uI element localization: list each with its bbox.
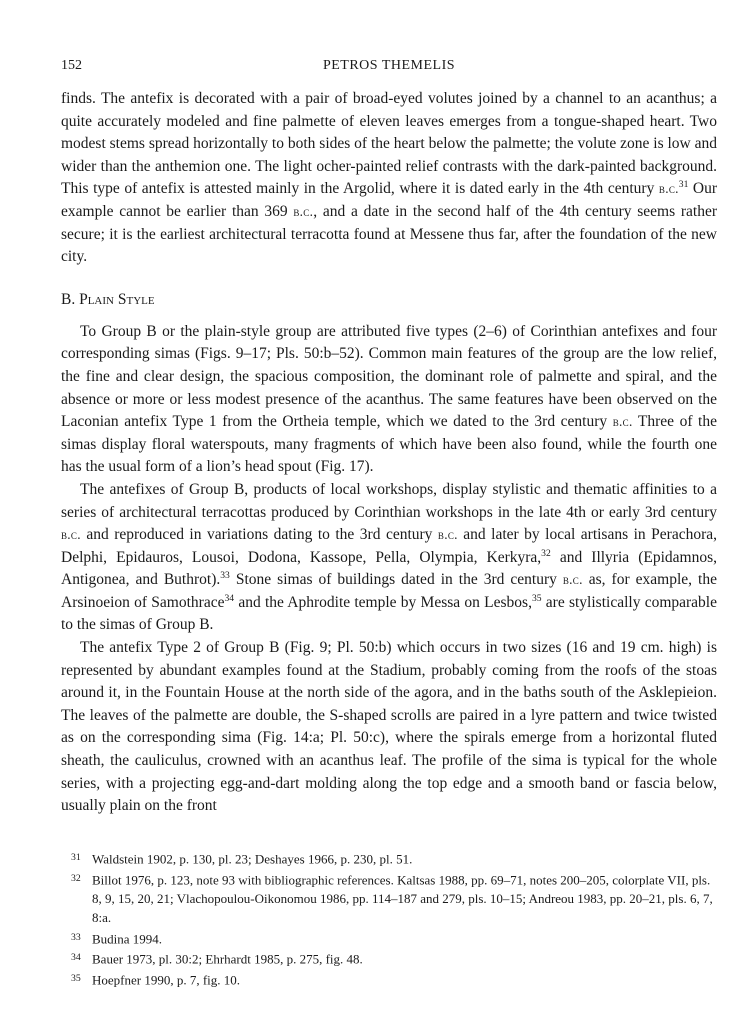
footnote-34: 34 Bauer 1973, pl. 30:2; Ehrhardt 1985, p. 275, fig. 48. bbox=[71, 951, 363, 967]
footnote-ref-35[interactable]: 35 bbox=[531, 592, 542, 604]
footnote-ref-31[interactable]: 31 bbox=[678, 179, 689, 191]
footnote-35: 35 Hoepfner 1990, p. 7, fig. 10. bbox=[71, 972, 241, 988]
footnote-33: 33 Budina 1994. bbox=[71, 931, 163, 947]
footnote-ref-32[interactable]: 32 bbox=[541, 547, 551, 559]
running-head bbox=[61, 58, 717, 80]
paragraph-2: To Group B or the plain-style group are attributed five types (2–6) of Corinthian antefixes and four corresponding simas (Figs. 9–17; Pls. 50:b–52). Common main features of the group are the low relief, the fine and clear design, the spacious composition, the dominant role of palmette and spiral, and the absence or more or less modest presence of the acanthus. The same features have been observed on the Laconian antefix Type 1 from the Ortheia temple, which we dated to the 3rd century b.c. Three of the simas display floral waterspouts, many fragments of which have been also found, while the fourth one has the usual form of a lion’s head spout (Fig. 17). bbox=[61, 322, 717, 476]
paragraph-1: finds. The antefix is decorated with a pair of broad-eyed volutes joined by a channel to an acanthus; a quite accurately modeled and fine palmette of eleven leaves emerges from a tongue-shaped heart. Two modest stems spread horizontally to both sides of the heart below the palmette; the volute zone is low and wider than the anthemion one. The light ocher-painted relief contrasts with the dark-painted background. This type of antefix is attested mainly in the Argolid, where it is dated early in the 4th century b.c.$^{31}$ Our example cannot be earlier than 369 b.c., and a date in the second half of the 4th century seems rather secure; it is the earliest architectural terracotta found at Messene thus far, after the foundation of the new city. bbox=[61, 90, 718, 266]
footnote-ref-33[interactable]: 33 bbox=[220, 570, 230, 582]
page-body bbox=[61, 58, 717, 818]
paragraph-4: The antefix Type 2 of Group B (Fig. 9; Pl. 50:b) which occurs in two sizes (16 and 19 cm. high) is represented by abundant examples found at the Stadium, probably coming from the roofs of the stoas around it, in the Fountain House at the north side of the agora, and in the baths south of the Asklepieion. The leaves of the palmette are double, the S-shaped scrolls are paired in a lyre pattern and twice twisted as on the corresponding sima (Fig. 14:a; Pl. 50:c), where the spirals emerge from a horizontal fluted sheath, the cauliculus, crowned with an acanthus leaf. The profile of the sima is typical for the whole series, with a projecting egg-and-dart molding along the top edge and a smooth band or fascia below, usually plain on the front bbox=[61, 639, 717, 815]
footnote-ref-34[interactable]: 34 bbox=[224, 592, 235, 604]
section-heading: B. Plain Style bbox=[61, 290, 155, 308]
page-number: 152 bbox=[61, 58, 82, 73]
footnotes bbox=[61, 848, 717, 989]
footnote-32: 32 Billot 1976, p. 123, note 93 with bibliographic references. Kaltsas 1988, pp. 69–71, notes 200–205, colorplate VII, pls. 8, 9, 15, 20, 21; Vlachopoulou-Oikonomou 1986, pp. 114–187 and 279, pls. 10–15; Andreou 1983, pp. 20–21, pls. 6, 7, 8:a. bbox=[71, 872, 713, 926]
running-title: PETROS THEMELIS bbox=[322, 58, 456, 73]
footnote-31: 31 Waldstein 1902, p. 130, pl. 23; Deshayes 1966, p. 230, pl. 51. bbox=[71, 851, 413, 867]
section-title: Plain Style bbox=[79, 290, 155, 308]
paragraph-3: The antefixes of Group B, products of local workshops, display stylistic and thematic affinities to a series of architectural terracottas produced by Corinthian workshops in the late 4th or early 3rd century b.c. and reproduced in variations dating to the 3rd century b.c. and later by local artisans in Perachora, Delphi, Epidauros, Lousoi, Dodona, Kassope, Pella, Olympia, Kerkyra,$^{32}$ and Illyria (Epidamnos, Antigonea, and Buthrot).$^{33}$ Stone simas of buildings dated in the 3rd century b.c. as, for example, the Arsinoeion of Samothrace$^{34}$ and the Aphrodite temple by Messa on Lesbos,$^{35}$ are stylistically comparable to the simas of Group B. bbox=[61, 480, 717, 634]
